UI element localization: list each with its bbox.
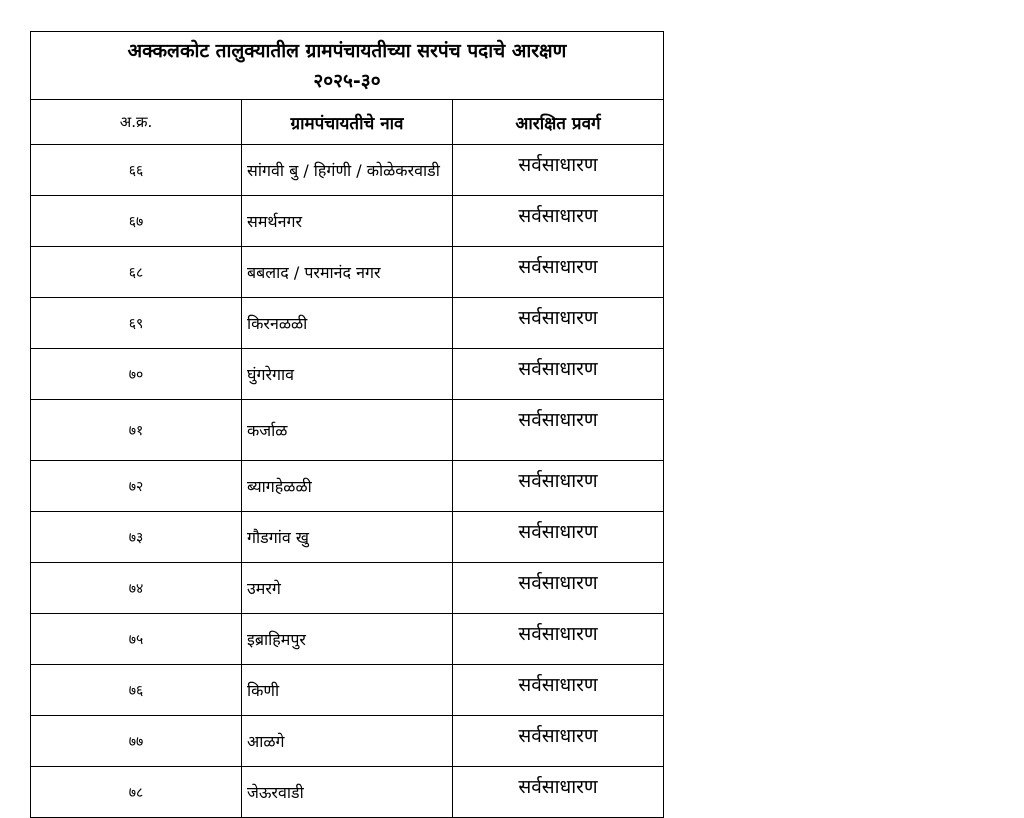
header-serial: अ.क्र.	[31, 100, 242, 145]
row-reserved-category: सर्वसाधारण	[453, 767, 664, 818]
row-gram-panchayat-name: किरनळळी	[242, 298, 453, 349]
row-serial: ६६	[31, 145, 242, 196]
row-serial: ७१	[31, 400, 242, 461]
header-category: आरक्षित प्रवर्ग	[453, 100, 664, 145]
table-row	[31, 512, 664, 563]
title-line-1: अक्कलकोट तालुक्यातील ग्रामपंचायतीच्या सरपंच पदाचे आरक्षण	[127, 39, 567, 62]
row-reserved-category: सर्वसाधारण	[453, 196, 664, 247]
row-serial: ७५	[31, 614, 242, 665]
row-reserved-category: सर्वसाधारण	[453, 400, 664, 461]
reservation-table	[30, 31, 664, 818]
title-row	[31, 32, 664, 100]
row-reserved-category: सर्वसाधारण	[453, 298, 664, 349]
row-gram-panchayat-name: समर्थनगर	[242, 196, 453, 247]
row-reserved-category: सर्वसाधारण	[453, 563, 664, 614]
row-serial: ७०	[31, 349, 242, 400]
header-name: ग्रामपंचायतीचे नाव	[242, 100, 453, 145]
row-gram-panchayat-name: कर्जाळ	[242, 400, 453, 461]
table-row	[31, 716, 664, 767]
row-serial: ७३	[31, 512, 242, 563]
table-row	[31, 145, 664, 196]
row-gram-panchayat-name: किणी	[242, 665, 453, 716]
row-serial: ७२	[31, 461, 242, 512]
row-reserved-category: सर्वसाधारण	[453, 349, 664, 400]
reservation-sheet	[30, 31, 664, 818]
table-row	[31, 563, 664, 614]
table-row	[31, 196, 664, 247]
row-reserved-category: सर्वसाधारण	[453, 461, 664, 512]
table-row	[31, 767, 664, 818]
row-gram-panchayat-name: सांगवी बु / हिगंणी / कोळेकरवाडी	[242, 145, 453, 196]
table-row	[31, 349, 664, 400]
table-row	[31, 247, 664, 298]
row-reserved-category: सर्वसाधारण	[453, 665, 664, 716]
row-serial: ७८	[31, 767, 242, 818]
table-row	[31, 665, 664, 716]
row-reserved-category: सर्वसाधारण	[453, 512, 664, 563]
row-serial: ६८	[31, 247, 242, 298]
row-gram-panchayat-name: ब्यागहेळळी	[242, 461, 453, 512]
table-row	[31, 461, 664, 512]
row-reserved-category: सर्वसाधारण	[453, 716, 664, 767]
row-gram-panchayat-name: घुंगरेगाव	[242, 349, 453, 400]
row-serial: ७४	[31, 563, 242, 614]
row-gram-panchayat-name: आळगे	[242, 716, 453, 767]
row-gram-panchayat-name: जेऊरवाडी	[242, 767, 453, 818]
table-row	[31, 298, 664, 349]
row-serial: ६९	[31, 298, 242, 349]
title-line-2: २०२५-३०	[313, 69, 381, 92]
row-gram-panchayat-name: उमरगे	[242, 563, 453, 614]
row-reserved-category: सर्वसाधारण	[453, 614, 664, 665]
row-serial: ७६	[31, 665, 242, 716]
document-title	[31, 32, 664, 100]
row-serial: ७७	[31, 716, 242, 767]
row-reserved-category: सर्वसाधारण	[453, 247, 664, 298]
row-gram-panchayat-name: इब्राहिमपुर	[242, 614, 453, 665]
header-row	[31, 100, 664, 145]
row-serial: ६७	[31, 196, 242, 247]
row-reserved-category: सर्वसाधारण	[453, 145, 664, 196]
row-gram-panchayat-name: बबलाद / परमानंद नगर	[242, 247, 453, 298]
table-row	[31, 614, 664, 665]
row-gram-panchayat-name: गौडगांव खु	[242, 512, 453, 563]
table-row	[31, 400, 664, 461]
